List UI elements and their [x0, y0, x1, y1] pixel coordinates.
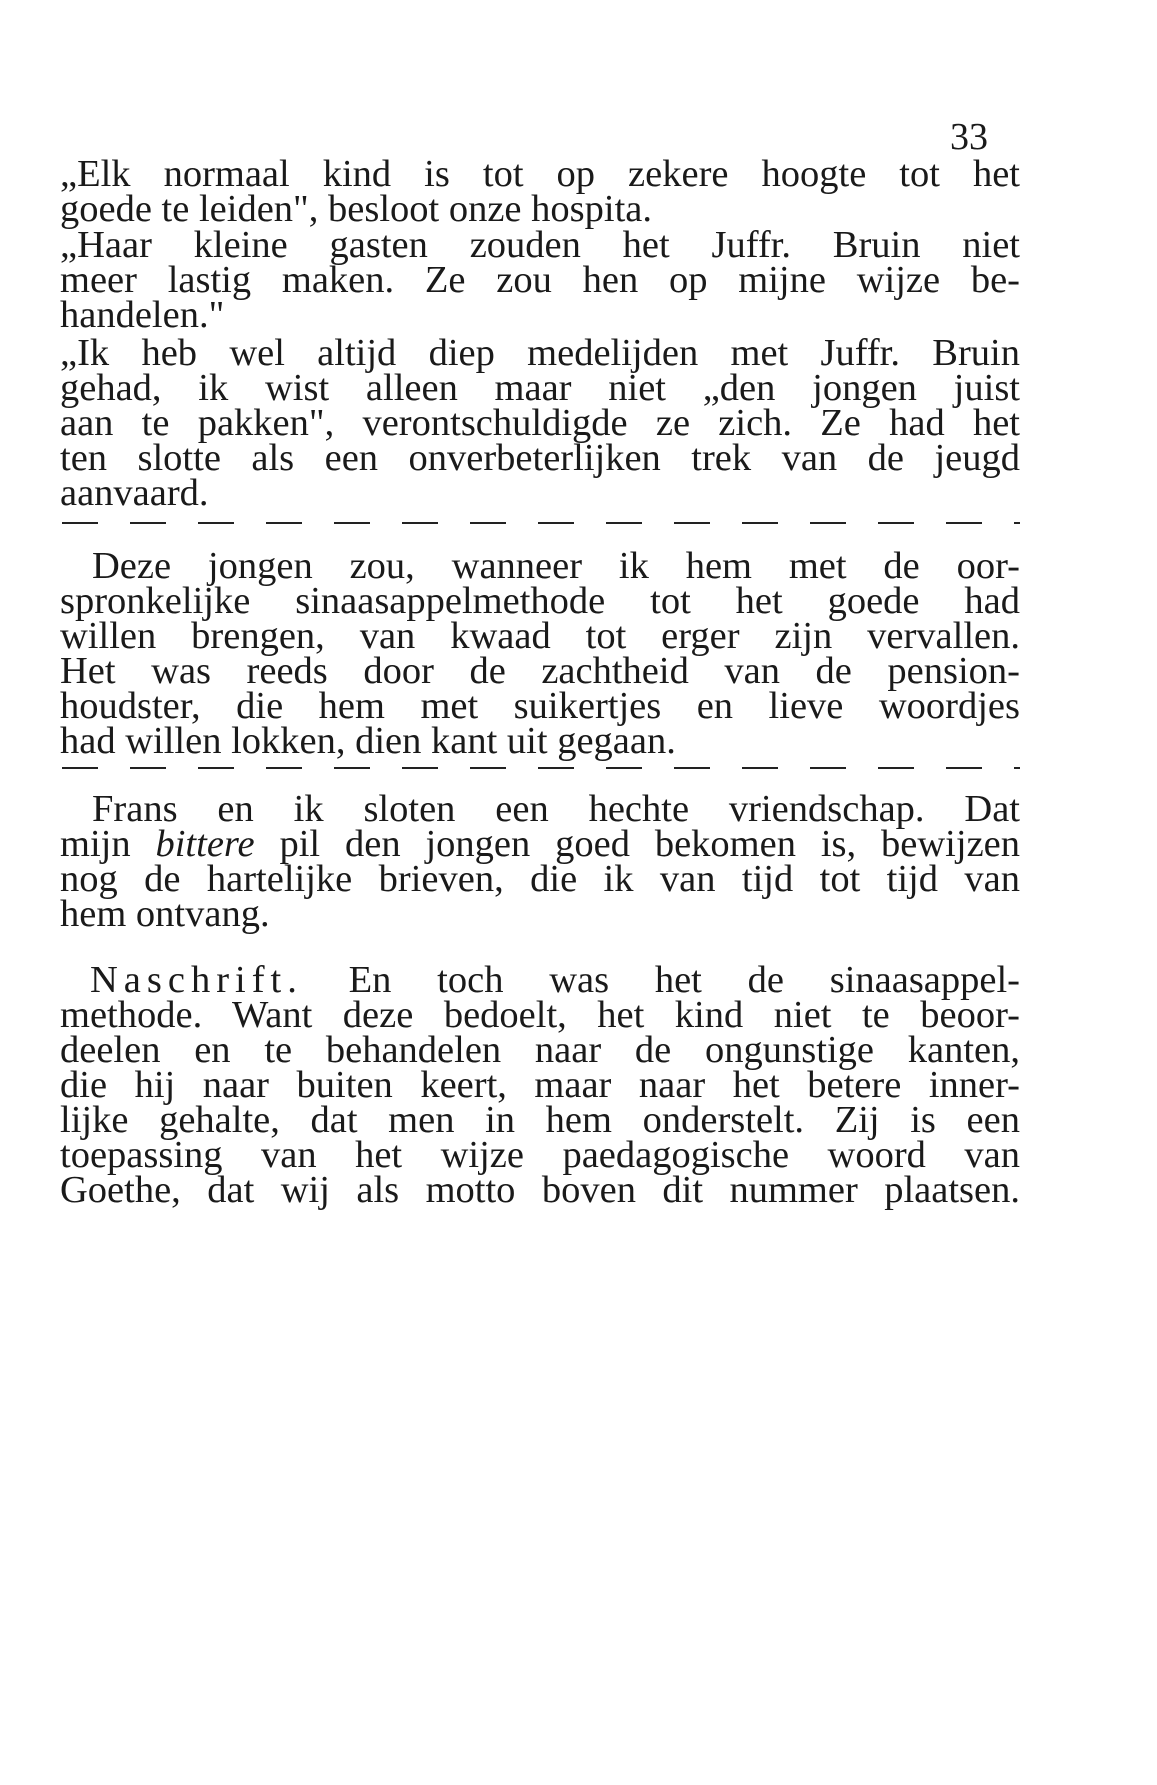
- text-line: Het was reeds door de zachtheid van de pension-: [60, 650, 1020, 692]
- text-line: „Haar kleine gasten zouden het Juffr. Bruin niet: [60, 224, 1020, 266]
- text-line: gehad, ik wist alleen maar niet „den jongen juist: [60, 367, 1020, 409]
- text-line: meer lastig maken. Ze zou hen op mijne wijze be-: [60, 259, 1020, 301]
- text-line: „Elk normaal kind is tot op zekere hoogte tot het: [60, 153, 1020, 195]
- text-line: Deze jongen zou, wanneer ik hem met de oor-: [92, 545, 1020, 587]
- text-line: willen brengen, van kwaad tot erger zijn vervallen.: [60, 615, 1020, 657]
- text-line: lijke gehalte, dat men in hem onderstelt. Zij is een: [60, 1099, 1020, 1141]
- page-number: 33: [950, 116, 988, 158]
- text-line: toepassing van het wijze paedagogische woord van: [60, 1134, 1020, 1176]
- text-line: had willen lokken, dien kant uit gegaan.: [60, 720, 676, 762]
- text-line: aanvaard.: [60, 472, 209, 514]
- text-line: nog de hartelijke brieven, die ik van tijd tot tijd van: [60, 858, 1020, 900]
- text-line: die hij naar buiten keert, maar naar het betere inner-: [60, 1064, 1020, 1106]
- section-label: Naschrift.: [90, 959, 303, 1001]
- text-line: houdster, die hem met suikertjes en lieve woordjes: [60, 685, 1020, 727]
- dashed-separator: [62, 767, 1020, 769]
- text-line: aan te pakken", verontschuldigde ze zich. Ze had het: [60, 402, 1020, 444]
- text-line: „Ik heb wel altijd diep medelijden met Juffr. Bruin: [60, 332, 1020, 374]
- text-segment: mijn: [60, 823, 131, 865]
- text-line: Goethe, dat wij als motto boven dit nummer plaatsen.: [60, 1169, 1020, 1211]
- dashed-separator: [62, 522, 1020, 524]
- text-line: Frans en ik sloten een hechte vriendschap. Dat: [92, 788, 1020, 830]
- text-line: handelen.": [60, 294, 225, 336]
- text-segment: En toch was het de sinaasappel-: [348, 959, 1020, 1001]
- text-line: spronkelijke sinaasappelmethode tot het goede had: [60, 580, 1020, 622]
- text-line: methode. Want deze bedoelt, het kind niet te beoor-: [60, 994, 1020, 1036]
- text-line: hem ontvang.: [60, 893, 270, 935]
- text-segment: pil den jongen goed bekomen is, bewijzen: [279, 823, 1021, 865]
- italic-word: bittere: [155, 823, 255, 865]
- text-line: goede te leiden", besloot onze hospita.: [60, 188, 652, 230]
- text-line: deelen en te behandelen naar de ongunstige kanten,: [60, 1029, 1020, 1071]
- text-line: ten slotte als een onverbeterlijken trek van de jeugd: [60, 437, 1020, 479]
